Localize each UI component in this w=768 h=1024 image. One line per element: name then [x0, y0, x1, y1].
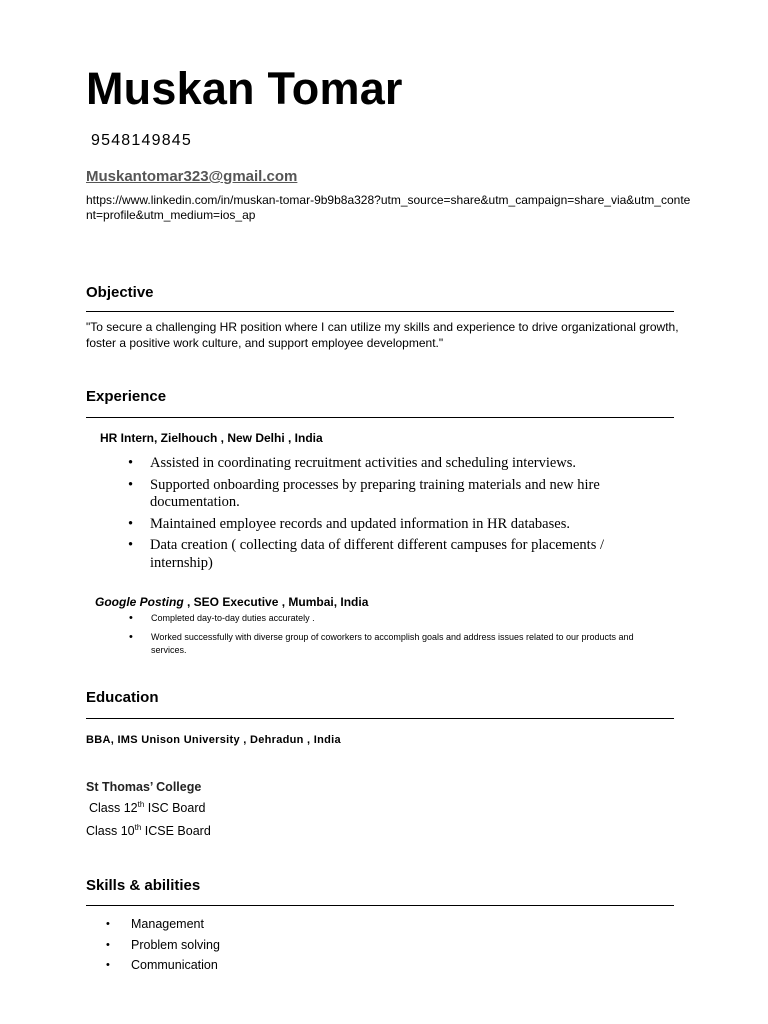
company-name: Google Posting	[95, 595, 184, 609]
skills-divider	[86, 905, 674, 906]
objective-text: "To secure a challenging HR position where I can utilize my skills and experience to drive organizational growth, foster a positive work culture, and support employee development."	[86, 320, 679, 350]
class-10-entry: Class 10th ICSE Board	[86, 822, 211, 838]
list-item: • Management	[106, 914, 220, 935]
objective-divider	[86, 311, 674, 312]
skills-list	[106, 914, 220, 976]
education-heading: Education	[86, 689, 159, 706]
candidate-name: Muskan Tomar	[86, 63, 403, 114]
college-name: St Thomas’ College	[86, 780, 202, 794]
list-item: • Worked successfully with diverse group of coworkers to accomplish goals and address issues related to our products and services.	[129, 631, 669, 657]
job-title-rest: , SEO Executive , Mumbai, India	[183, 595, 369, 609]
list-item: • Assisted in coordinating recruitment activities and scheduling interviews.	[128, 455, 648, 473]
phone-number: 9548149845	[91, 132, 192, 149]
education-divider	[86, 718, 674, 719]
seo-executive-duties	[129, 612, 669, 663]
job-title-hr-intern: HR Intern, Zielhouch , New Delhi , India	[100, 431, 323, 445]
job-title-seo-executive	[95, 595, 368, 609]
objective-heading: Objective	[86, 284, 154, 301]
list-item: • Communication	[106, 955, 220, 976]
degree-entry: BBA, IMS Unison University , Dehradun , India	[86, 734, 341, 746]
list-item: • Supported onboarding processes by preparing training materials and new hire documentation.	[128, 477, 648, 512]
class-12-entry: Class 12th ISC Board	[89, 799, 206, 815]
experience-heading: Experience	[86, 388, 167, 405]
experience-divider	[86, 417, 674, 418]
email-link[interactable]: Muskantomar323@gmail.com	[86, 168, 298, 185]
list-item: • Problem solving	[106, 935, 220, 956]
list-item: • Maintained employee records and updated information in HR databases.	[128, 516, 648, 534]
skills-heading: Skills & abilities	[86, 877, 201, 894]
list-item: • Data creation ( collecting data of different different campuses for placements / internship)	[128, 537, 648, 572]
linkedin-link[interactable]: https://www.linkedin.com/in/muskan-tomar-9b9b8a328?utm_source=share&utm_campaign=share_via&utm_content=profile&utm_medium=ios_ap	[86, 193, 691, 222]
list-item: • Completed day-to-day duties accurately .	[129, 612, 669, 625]
hr-intern-duties	[128, 455, 648, 576]
